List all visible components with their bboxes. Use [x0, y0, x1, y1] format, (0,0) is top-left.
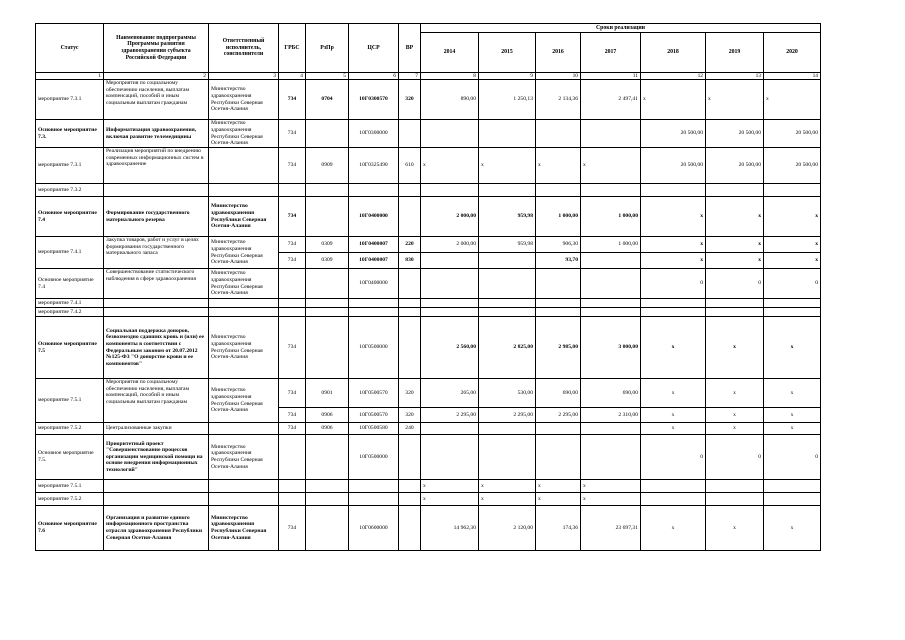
cell-status: мероприятие 7.4.1: [36, 237, 104, 269]
cell-2018: 0: [641, 269, 706, 299]
table-row: [36, 506, 821, 551]
cell-status: мероприятие 7.5.1: [36, 480, 104, 493]
cell-2018: x: [641, 197, 706, 237]
cell-2018: x: [641, 237, 706, 253]
cell-csr: 10Г0300570: [349, 80, 399, 120]
table-row: [36, 480, 821, 493]
col-index: 2: [104, 73, 209, 80]
cell-vr: [399, 506, 421, 551]
cell-csr: 10Г0400000: [349, 269, 399, 299]
cell-csr: 10Г0500570: [349, 379, 399, 408]
cell-grbs: 734: [279, 423, 306, 435]
col-index: 4: [279, 73, 306, 80]
col-index: 14: [764, 73, 821, 80]
cell-name: Реализация мероприятий по внедрению современных информационных систем в здравоохранение: [104, 148, 209, 184]
cell-2015: [479, 253, 536, 269]
cell-name: Мероприятия по социальному обеспечению населения, выплатам компенсаций, пособий и иным социальным выплатам гражданам: [104, 80, 209, 120]
cell-2015: [479, 269, 536, 299]
cell-vr: 240: [399, 423, 421, 435]
cell-grbs: 734: [279, 253, 306, 269]
budget-table-sheet: [35, 23, 821, 551]
cell-2017: 2 497,41: [581, 80, 641, 120]
col-index: 12: [641, 73, 706, 80]
cell-vr: [399, 197, 421, 237]
cell-2017: 3 000,00: [581, 317, 641, 379]
cell-2015: x: [479, 493, 536, 506]
cell-2014: 2 000,00: [421, 197, 479, 237]
cell-2018: x: [641, 253, 706, 269]
cell-2014: 2 560,00: [421, 317, 479, 379]
cell-status: мероприятие 7.3.1: [36, 80, 104, 120]
cell-status: мероприятие 7.5.1: [36, 379, 104, 423]
cell-grbs: 734: [279, 237, 306, 253]
cell-2016: 174,36: [536, 506, 581, 551]
cell-2015: x: [479, 480, 536, 493]
col-index: 9: [479, 73, 536, 80]
col-index: 13: [706, 73, 764, 80]
cell-2014: [421, 269, 479, 299]
cell-2014: 14 962,30: [421, 506, 479, 551]
cell-2018: x: [641, 506, 706, 551]
col-index: 10: [536, 73, 581, 80]
cell-2016: x: [536, 493, 581, 506]
cell-grbs: 734: [279, 408, 306, 423]
cell-2019: 20 500,00: [706, 120, 764, 148]
cell-csr: 10Г0400000: [349, 197, 399, 237]
cell-2014: [421, 435, 479, 480]
cell-status: мероприятие 7.4.1: [36, 299, 104, 308]
cell-vr: [399, 435, 421, 480]
cell-2019: x: [706, 253, 764, 269]
header-grbs: ГРБС: [279, 24, 306, 73]
cell-rzpr: 0309: [306, 253, 349, 269]
cell-2016: [536, 269, 581, 299]
cell-name: Централизованные закупки: [104, 423, 209, 435]
cell-grbs: 734: [279, 120, 306, 148]
cell-2017: [581, 269, 641, 299]
cell-2015: [479, 120, 536, 148]
table-row: [36, 184, 821, 197]
cell-2020: x: [764, 237, 821, 253]
cell-2020: x: [764, 197, 821, 237]
cell-2020: x: [764, 253, 821, 269]
cell-2017: 690,00: [581, 379, 641, 408]
budget-table: [35, 23, 821, 551]
cell-vr: 830: [399, 253, 421, 269]
cell-2019: x: [706, 423, 764, 435]
table-row: [36, 423, 821, 435]
cell-executor: Министерство здравоохранения Республики Северная Осетия-Алания: [209, 435, 279, 480]
cell-rzpr: [306, 317, 349, 379]
cell-rzpr: [306, 269, 349, 299]
cell-2020: 20 500,00: [764, 148, 821, 184]
cell-executor: [209, 148, 279, 184]
cell-executor: Министерство здравоохранения Республики Северная Осетия-Алания: [209, 197, 279, 237]
header-year: 2016: [536, 33, 581, 73]
cell-2014: 265,00: [421, 379, 479, 408]
cell-rzpr: 0309: [306, 237, 349, 253]
cell-csr: 10Г0400007: [349, 253, 399, 269]
cell-2015: 1 250,13: [479, 80, 536, 120]
cell-2019: x: [706, 379, 764, 408]
header-year: 2015: [479, 33, 536, 73]
table-row: [36, 299, 821, 308]
table-row: [36, 317, 821, 379]
cell-2015: [479, 435, 536, 480]
cell-2017: 2 310,00: [581, 408, 641, 423]
cell-2015: 2 295,00: [479, 408, 536, 423]
cell-2014: [421, 120, 479, 148]
cell-2014: 2 000,00: [421, 237, 479, 253]
cell-2016: 906,30: [536, 237, 581, 253]
cell-status: мероприятие 7.5.2: [36, 493, 104, 506]
cell-2016: 2 985,00: [536, 317, 581, 379]
cell-2014: 2 295,00: [421, 408, 479, 423]
cell-2016: 1 000,00: [536, 197, 581, 237]
table-row: [36, 435, 821, 480]
table-row: [36, 120, 821, 148]
cell-2014: x: [421, 148, 479, 184]
table-row: [36, 80, 821, 120]
cell-csr: 10Г0325490: [349, 148, 399, 184]
cell-name: Формирование государственного материального резерва: [104, 197, 209, 237]
header-periods: Сроки реализации: [421, 24, 821, 33]
cell-2020: 0: [764, 269, 821, 299]
cell-2018: x: [641, 379, 706, 408]
table-row: [36, 379, 821, 408]
cell-name: Информатизация здравоохранения, включая развитие телемедицины: [104, 120, 209, 148]
cell-grbs: 734: [279, 379, 306, 408]
col-index: 11: [581, 73, 641, 80]
cell-status: Основное мероприятие 7.5: [36, 317, 104, 379]
cell-status: Основное мероприятие 7.5.: [36, 435, 104, 480]
header-year: 2020: [764, 33, 821, 73]
cell-vr: 320: [399, 80, 421, 120]
cell-grbs: 734: [279, 506, 306, 551]
cell-2020: 20 500,00: [764, 120, 821, 148]
cell-2015: x: [479, 148, 536, 184]
cell-2016: 690,00: [536, 379, 581, 408]
cell-rzpr: [306, 197, 349, 237]
cell-grbs: 734: [279, 148, 306, 184]
cell-grbs: [279, 269, 306, 299]
cell-rzpr: [306, 120, 349, 148]
table-row: [36, 269, 821, 299]
cell-vr: 320: [399, 379, 421, 408]
cell-2017: [581, 253, 641, 269]
cell-2016: [536, 435, 581, 480]
cell-vr: 610: [399, 148, 421, 184]
cell-2019: 0: [706, 269, 764, 299]
cell-2016: [536, 120, 581, 148]
col-index: 7: [399, 73, 421, 80]
cell-grbs: 734: [279, 80, 306, 120]
header-year: 2014: [421, 33, 479, 73]
cell-executor: Министерство здравоохранения Республики Северная Осетия-Алания: [209, 120, 279, 148]
cell-2015: 959,98: [479, 197, 536, 237]
cell-rzpr: 0906: [306, 408, 349, 423]
col-index: 5: [306, 73, 349, 80]
cell-2019: 20 500,00: [706, 148, 764, 184]
cell-status: Основное мероприятие 7.4: [36, 197, 104, 237]
table-row: [36, 308, 821, 317]
cell-executor: Министерство здравоохранения Республики Северная Осетия-Алания: [209, 237, 279, 269]
cell-2019: x: [706, 80, 764, 120]
cell-csr: 10Г0300000: [349, 120, 399, 148]
cell-2018: 0: [641, 435, 706, 480]
cell-name: Закупка товаров, работ и услуг в целях формирования государственного материального запаса: [104, 237, 209, 269]
cell-rzpr: 0901: [306, 379, 349, 408]
cell-2020: 0: [764, 435, 821, 480]
cell-2019: x: [706, 317, 764, 379]
cell-2017: 1 000,00: [581, 197, 641, 237]
cell-status: мероприятие 7.4.2: [36, 308, 104, 317]
cell-2018: x: [641, 317, 706, 379]
cell-csr: 10Г0500000: [349, 317, 399, 379]
cell-2018: x: [641, 423, 706, 435]
cell-vr: [399, 317, 421, 379]
cell-2020: x: [764, 506, 821, 551]
cell-2017: x: [581, 493, 641, 506]
cell-csr: 10Г0400007: [349, 237, 399, 253]
column-index-row: [36, 73, 821, 80]
cell-status: Основное мероприятие 7.3.: [36, 120, 104, 148]
cell-2015: 530,00: [479, 379, 536, 408]
cell-2016: 2 295,00: [536, 408, 581, 423]
cell-2015: [479, 423, 536, 435]
cell-2015: 959,98: [479, 237, 536, 253]
cell-2020: x: [764, 423, 821, 435]
cell-2017: x: [581, 480, 641, 493]
cell-executor: [209, 423, 279, 435]
header-vr: ВР: [399, 24, 421, 73]
cell-rzpr: 0906: [306, 423, 349, 435]
cell-name: Приоритетный проект "Совершенствование процессов организации медицинской помощи на основе внедрения информационных технологий": [104, 435, 209, 480]
header-executor: Ответственный исполнитель, соисполнители: [209, 24, 279, 73]
cell-2017: [581, 423, 641, 435]
cell-2016: x: [536, 480, 581, 493]
cell-status: Основное мероприятие 7.4: [36, 269, 104, 299]
cell-2018: x: [641, 408, 706, 423]
cell-2019: 0: [706, 435, 764, 480]
cell-2016: 2 134,36: [536, 80, 581, 120]
cell-name: Мероприятия по социальному обеспечению населения, выплатам компенсаций, пособий и иным социальным выплатам гражданам: [104, 379, 209, 423]
header-row-1: [36, 24, 821, 33]
cell-rzpr: [306, 435, 349, 480]
cell-2019: x: [706, 506, 764, 551]
cell-status: Основное мероприятие 7.6: [36, 506, 104, 551]
cell-2018: 20 500,00: [641, 148, 706, 184]
table-row: [36, 237, 821, 253]
cell-2015: 2 825,00: [479, 317, 536, 379]
cell-vr: 320: [399, 408, 421, 423]
cell-name: Организация и развитие единого информационного пространства отрасли здравоохранения Республики Северная Осетия-Алания: [104, 506, 209, 551]
cell-csr: 10Г0600000: [349, 506, 399, 551]
header-rzpr: РзПр: [306, 24, 349, 73]
cell-2017: x: [581, 148, 641, 184]
cell-vr: 220: [399, 237, 421, 253]
cell-name: Совершенствование статистического наблюдения в сфере здравоохранения: [104, 269, 209, 299]
header-year: 2018: [641, 33, 706, 73]
cell-status: мероприятие 7.5.2: [36, 423, 104, 435]
cell-rzpr: 0704: [306, 80, 349, 120]
cell-2015: 2 120,00: [479, 506, 536, 551]
cell-csr: 10Г0500570: [349, 408, 399, 423]
cell-grbs: 734: [279, 317, 306, 379]
cell-executor: Министерство здравоохранения Республики Северная Осетия-Алания: [209, 379, 279, 423]
cell-rzpr: [306, 506, 349, 551]
cell-2016: x: [536, 148, 581, 184]
cell-executor: Министерство здравоохранения Республики Северная Осетия-Алания: [209, 269, 279, 299]
cell-executor: Министерство здравоохранения Республики Северная Осетия-Алания: [209, 317, 279, 379]
cell-2020: x: [764, 80, 821, 120]
cell-2019: x: [706, 237, 764, 253]
header-year: 2019: [706, 33, 764, 73]
cell-2014: [421, 423, 479, 435]
cell-2017: 1 000,00: [581, 237, 641, 253]
cell-2016: [536, 423, 581, 435]
header-program-name: Наименование подпрограммы Программы развития здравоохранения субъекта Российской Федерации: [104, 24, 209, 73]
cell-2014: [421, 253, 479, 269]
cell-status: мероприятие 7.3.2: [36, 184, 104, 197]
col-index: 1: [36, 73, 104, 80]
cell-executor: Министерство здравоохранения Республики Северная Осетия-Алания: [209, 80, 279, 120]
cell-2019: x: [706, 197, 764, 237]
cell-csr: 10Г0500580: [349, 423, 399, 435]
cell-csr: 10Г0500000: [349, 435, 399, 480]
table-row: [36, 197, 821, 237]
col-index: 6: [349, 73, 399, 80]
col-index: 8: [421, 73, 479, 80]
header-year: 2017: [581, 33, 641, 73]
cell-grbs: 734: [279, 197, 306, 237]
cell-2020: x: [764, 379, 821, 408]
cell-grbs: [279, 435, 306, 480]
cell-vr: [399, 269, 421, 299]
col-index: 3: [209, 73, 279, 80]
cell-2014: x: [421, 480, 479, 493]
cell-executor: Министерство здравоохранения Республики Северная Осетия-Алания: [209, 506, 279, 551]
cell-2017: [581, 120, 641, 148]
cell-2019: x: [706, 408, 764, 423]
cell-2020: x: [764, 317, 821, 379]
cell-status: мероприятие 7.3.1: [36, 148, 104, 184]
cell-2014: x: [421, 493, 479, 506]
cell-name: Социальная поддержка доноров, безвозмездно сдавших кровь и (или) ее компоненты в соответствии с Федеральным законом от 20.07.2012 №125-ФЗ "О донорстве крови и ее компонентов": [104, 317, 209, 379]
cell-2018: 20 500,00: [641, 120, 706, 148]
cell-2014: 890,00: [421, 80, 479, 120]
header-status: Статус: [36, 24, 104, 73]
cell-rzpr: 0909: [306, 148, 349, 184]
cell-vr: [399, 120, 421, 148]
cell-2016: 93,70: [536, 253, 581, 269]
table-row: [36, 148, 821, 184]
header-csr: ЦСР: [349, 24, 399, 73]
cell-2017: [581, 435, 641, 480]
cell-2020: x: [764, 408, 821, 423]
cell-2018: x: [641, 80, 706, 120]
cell-2017: 23 697,31: [581, 506, 641, 551]
table-row: [36, 493, 821, 506]
